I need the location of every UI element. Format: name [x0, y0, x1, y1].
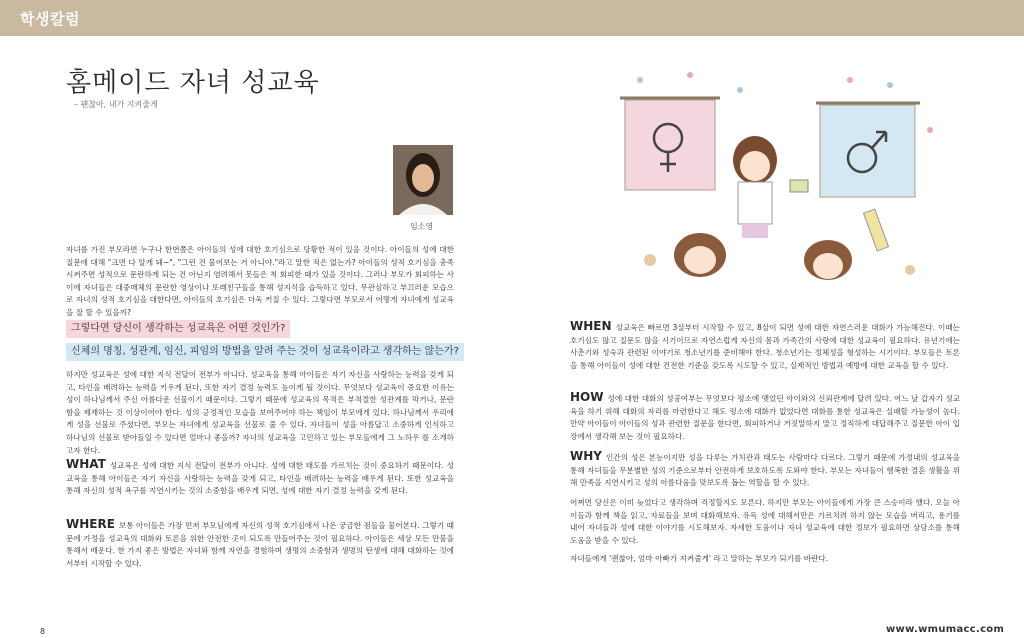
- body-paragraph: 하지만 성교육은 성에 대한 지식 전달이 전부가 아니다. 성교육을 통해 아이들은 자기 자신을 사랑하는 능력을 갖게 되고, 타인을 배려하는 능력을 키우게 된다, 또한 자기 결정 능력도 높이게 될 것이다. 무엇보다 성교육이 중요한 이유는 성이 하나님께서 주신 아름다운 선물이기 때문이다. 그렇기 때문에 성교육의 목적은 부적절한 성관계를 막거나, 문란함을 제재하는 것 이상이어야 한다. 성의 긍정적인 모습을 보여주어야 하는 책임이 부모에게 있다. 하나님께서 우리에게 성을 선물로 주셨다면, 부모는 자녀에게 성교육을 선물로 줄 수 있다. 자녀들이 성을 아름답고 소중하게 인식하고 하나님의 선물로 받아들일 수 있다면 얼마나 좋을까? 자녀의 성교육을 고민하고 있는 부모들에게 그 노하우 를 소개하고자 한다.: [66, 370, 454, 455]
- where-keyword: WHERE: [66, 517, 115, 531]
- why-keyword: WHY: [570, 449, 602, 463]
- why-text: 인간의 성은 본능이지만 성을 다루는 가치관과 태도는 사람마다 다르다. 그렇기 때문에 가정내의 성교육을 통해 자녀들을 무분별한 성의 기준으로부터 안전하게 보호하도록 도와야 한다. 부모는 자녀들이 행복한 결혼 생활을 위해 만족을 지연시키고 성의 아름다움을 맞보도록 돕는 역할을 할 수 있다.: [570, 453, 960, 488]
- page-number: 8: [40, 627, 46, 636]
- how-text: 성에 대한 대화의 성공여부는 무엇보다 평소에 맺었던 아이와의 신뢰관계에 달려 있다. 어느 날 갑자기 성교육을 하기 위해 대화의 자리를 마련한다고 해도 평소에 대화가 없었다면 대화를 통한 성교육은 실패할 가능성이 높다. 만약 아이들이 아이들의 성과 관련한 질문을 한다면, 회피하거나 거짓말하지 말고 정직하게 대답해주고 질문한 아이 입장에서 생각해 보는 것이 필요하다.: [570, 394, 960, 441]
- where-text: 보통 아이들은 가장 먼저 부모님에게 자신의 성적 호기심에서 나온 궁금한 점들을 물어본다. 그렇기 때문에 가정을 성교육의 대화와 토론을 위한 안전한 곳이 되도록 만들어주는 것이 필요하다. 아이들은 세상 모든 만물을 통해서 배운다. 한 가지 좋은 방법은 자녀와 함께 자연을 경험하며 생명의 소중함과 생명의 탄생에 대해 대화하는 것에서부터 시작할 수 있다.: [66, 521, 454, 568]
- top-banner: [0, 0, 1024, 36]
- when-keyword: WHEN: [570, 319, 612, 333]
- where-section: [66, 518, 454, 570]
- author-photo: [393, 145, 453, 215]
- what-keyword: WHAT: [66, 457, 106, 471]
- when-section: [570, 320, 960, 372]
- author-caption: 임소영: [410, 222, 434, 231]
- section-label: 학생칼럼: [20, 10, 80, 28]
- article-subtitle: – 괜찮아, 내가 지켜줄게: [74, 100, 158, 109]
- why-section: [570, 450, 960, 490]
- what-section: [66, 458, 454, 498]
- intro-paragraph: 자녀를 가진 부모라면 누구나 한번쯤은 아이들의 성에 대한 호기심으로 당황한 적이 있을 것이다. 아이들의 성에 대한 질문에 대해 "크면 다 알게 돼~", "그런 건 물어보는 거 아니야."라고 말한 적은 없는가? 아이들의 성적 호기심을 충족시켜주면 성적으로 문란하게 되는 건 아닌지 염려해서 못들은 척 회피한 때가 있을 것이다. 그러나 부모가 회피하는 사이에 자녀들은 대중매체의 문란한 영상이나 또래친구들을 통해 성지식을 습득하고 있다. 무관심하고 부끄러운 모습으로 자녀의 성적 호기심을 대한다면, 아이들의 호기심은 더욱 커질 수 있다. 그렇다면 부모로서 어떻게 자녀에게 성교육을 잘 할 수 있을까?: [66, 245, 454, 317]
- website-url: www.wmumacc.com: [886, 624, 1005, 635]
- closing-sentence: 자녀들에게 '괜찮아, 엄마 아빠가 지켜줄게' 라고 말하는 부모가 되기를 바란다.: [570, 554, 829, 563]
- question-highlight-1: 그렇다면 당신이 생각하는 성교육은 어떤 것인가?: [66, 320, 290, 338]
- how-section: [570, 391, 960, 443]
- when-text: 성교육은 빠르면 3살부터 시작할 수 있고, 8살이 되면 성에 대한 자연스러운 대화가 가능해진다. 이때는 호기심도 많고 질문도 많을 시기이므로 자연스럽게 자신의 몸과 가족간의 사랑에 대한 성교육이 필요하다. 유년기에는 사춘기와 성숙과 관련된 이야기로 청소년기를 준비해야 한다. 청소년기는 정체성을 형성하는 시기이다. 부모들은 토론을 통해 아이들이 성에 대한 건전한 기준을 갖도록 시도할 수 있고, 실제적인 방법과 예방에 대한 교육을 할 수 있다.: [570, 323, 960, 370]
- closing-paragraph: 어쩌면 당신은 이미 늦었다고 생각하며 걱정할지도 모른다. 하지만 부모는 아이들에게 가장 큰 스승이라 했다. 오늘 아이들과 함께 책을 읽고, 자료들을 보며 대화해보자. 유독 성에 대해서만은 가르치려 하지 않는 모습을 버리고, 용기를 내어 자녀들과 성에 대한 이야기를 시도해보자. 자세한 도움이나 자녀 성교육에 대한 정보가 필요하면 상담소를 통해 도움을 받을 수 있다.: [570, 498, 960, 545]
- question-highlight-2: 신체의 명칭, 성관계, 임신, 피임의 방법을 알려 주는 것이 성교육이라고 생각하는 않는가?: [66, 343, 464, 361]
- article-title: 홈메이드 자녀 성교육: [66, 68, 320, 98]
- classroom-illustration: [620, 60, 940, 310]
- how-keyword: HOW: [570, 390, 604, 404]
- what-text: 성교육은 성에 대한 지식 전달이 전부가 아니다. 성에 대한 태도를 가르치는 것이 중요하기 때문이다. 성교육을 통해 아이들은 자기 자신을 사랑하는 능력을 갖게 되고, 타인을 배려하는 능력을 배우게 된다. 또한 성교육을 통해 자신의 성적 욕구를 지연시키는 것의 소중함을 배우게 되면, 성에 대한 자기 결정 능력을 갖게 된다.: [66, 461, 454, 496]
